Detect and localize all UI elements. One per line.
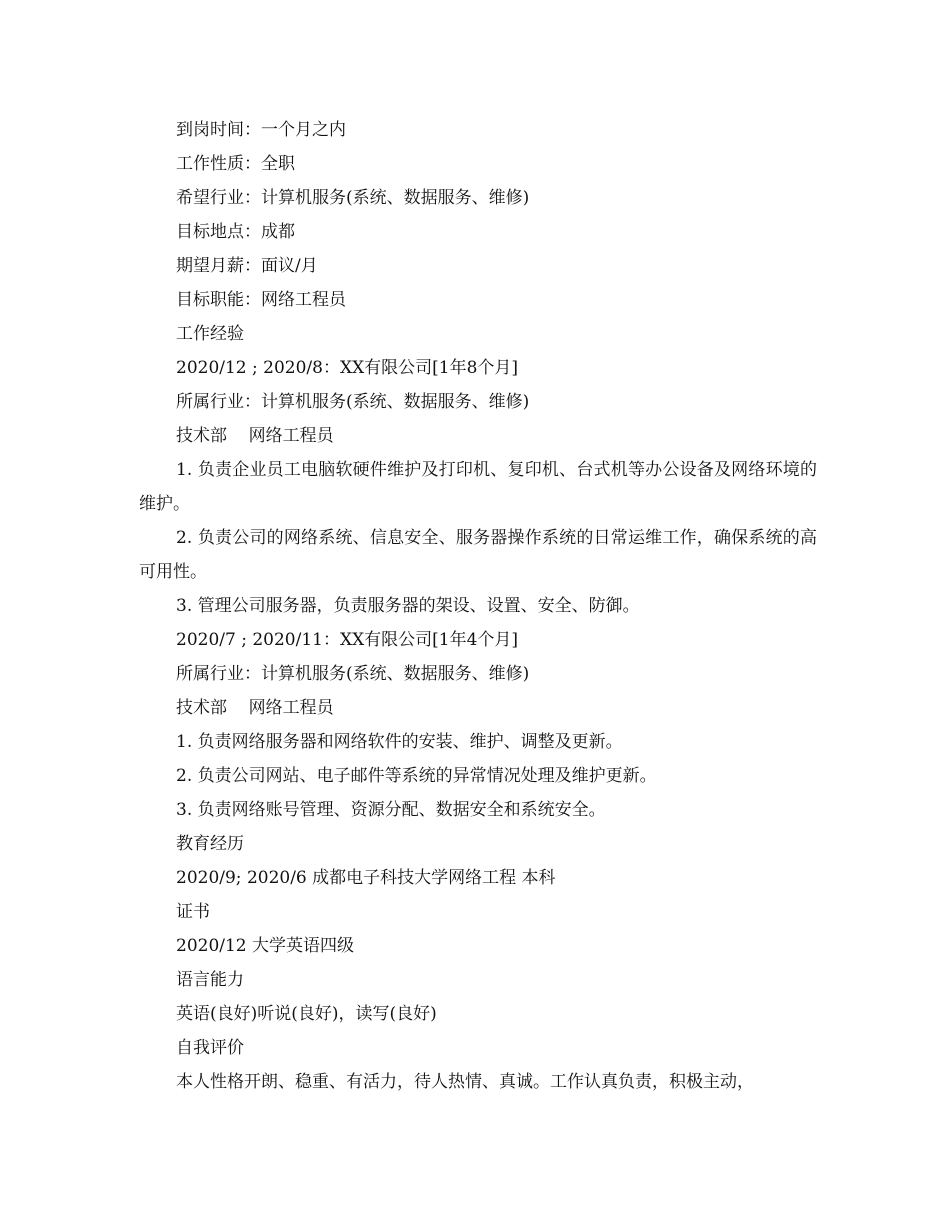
language-heading: 语言能力	[176, 970, 244, 990]
job-type-line: 工作性质：全职	[176, 154, 295, 174]
resume-body	[139, 113, 817, 1099]
desired-industry-line: 希望行业：计算机服务(系统、数据服务、维修)	[176, 188, 530, 208]
job2-period-line: 2020/7 ; 2020/11：XX有限公司[1年4个月]	[176, 630, 519, 650]
job1-duty-1: 1. 负责企业员工电脑软硬件维护及打印机、复印机、台式机等办公设备及网络环境的维护。	[139, 460, 817, 514]
job1-industry-line: 所属行业：计算机服务(系统、数据服务、维修)	[176, 392, 530, 412]
language-entry: 英语(良好)听说(良好)，读写(良好)	[176, 1004, 437, 1024]
certificate-entry: 2020/12 大学英语四级	[176, 936, 355, 956]
target-location-line: 目标地点：成都	[176, 222, 295, 242]
work-experience-heading: 工作经验	[176, 324, 244, 344]
job2-duty-1: 1. 负责网络服务器和网络软件的安装、维护、调整及更新。	[176, 732, 623, 752]
certificates-heading: 证书	[176, 902, 210, 922]
self-evaluation-heading: 自我评价	[176, 1038, 244, 1058]
arrival-time-line: 到岗时间：一个月之内	[176, 120, 346, 140]
job2-duty-2: 2. 负责公司网站、电子邮件等系统的异常情况处理及维护更新。	[176, 766, 657, 786]
job2-department-line: 技术部 网络工程员	[176, 698, 334, 718]
education-heading: 教育经历	[176, 834, 244, 854]
job1-period-line: 2020/12 ; 2020/8：XX有限公司[1年8个月]	[176, 358, 519, 378]
expected-salary-line: 期望月薪：面议/月	[176, 256, 318, 276]
self-evaluation-text: 本人性格开朗、稳重、有活力，待人热情、真诚。工作认真负责，积极主动，	[176, 1072, 754, 1092]
education-entry: 2020/9; 2020/6 成都电子科技大学网络工程 本科	[176, 868, 556, 888]
job1-duty-2: 2. 负责公司的网络系统、信息安全、服务器操作系统的日常运维工作，确保系统的高可用性。	[139, 528, 817, 582]
job1-duty-3: 3. 管理公司服务器，负责服务器的架设、设置、安全、防御。	[176, 596, 640, 616]
target-role-line: 目标职能：网络工程员	[176, 290, 346, 310]
job2-industry-line: 所属行业：计算机服务(系统、数据服务、维修)	[176, 664, 530, 684]
job2-duty-3: 3. 负责网络账号管理、资源分配、数据安全和系统安全。	[176, 800, 606, 820]
job1-department-line: 技术部 网络工程员	[176, 426, 334, 446]
